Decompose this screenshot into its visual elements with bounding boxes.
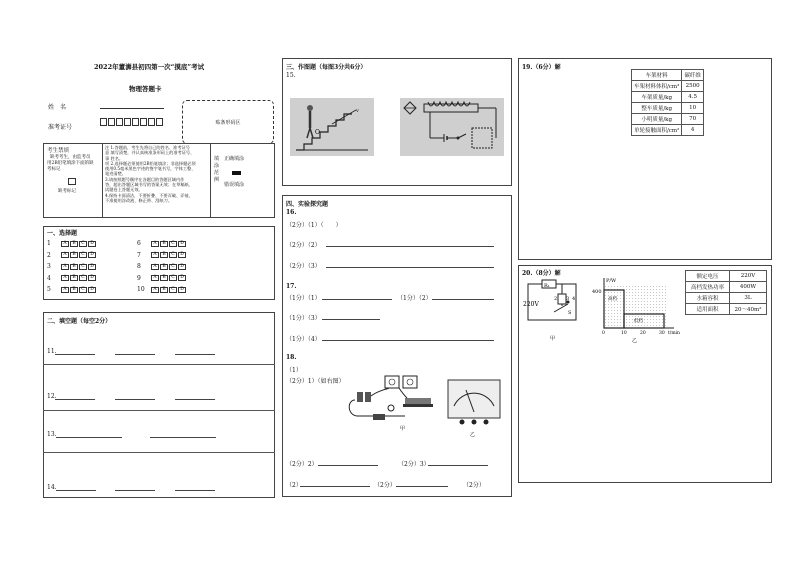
q13-blank-2[interactable] xyxy=(150,432,216,438)
choice-number: 10 xyxy=(137,286,145,294)
choice-number: 1 xyxy=(47,240,51,248)
rule-line: 3.请按照题号顺序在各题目的答题区域内作 xyxy=(105,176,185,182)
choice-number: 4 xyxy=(47,274,51,282)
q20-title: 20.（8分）解 xyxy=(522,270,561,277)
choice-number: 6 xyxy=(137,240,141,248)
choice-bubble[interactable]: C xyxy=(79,275,87,281)
drawing-title: 三、作图题（每图3分共6分） xyxy=(286,64,367,71)
q20-graph-ylabel: P/W xyxy=(606,278,617,284)
rule-line: 事 姓名。 xyxy=(105,155,124,161)
q18-meter-figure[interactable] xyxy=(446,376,502,438)
choice-bubble[interactable]: C xyxy=(79,264,87,270)
choice-number: 3 xyxy=(47,263,51,271)
choice-bubble[interactable]: C xyxy=(79,252,87,258)
q18-number: 18. xyxy=(286,354,297,361)
choice-bubble[interactable]: D xyxy=(88,287,96,293)
q17-line-1: （1分）（1） xyxy=(286,295,321,302)
q18-line-4b: （2分） xyxy=(374,482,396,489)
q18-line-3b: （2分）3） xyxy=(398,461,430,468)
choice-row xyxy=(47,250,96,262)
q20-graph-xlabel: t/min xyxy=(668,331,680,336)
q20-graph-high-label: 高档 xyxy=(608,297,617,302)
q20-fig-b-label: 乙 xyxy=(632,338,638,344)
choice-number: 8 xyxy=(137,263,141,271)
choice-bubble[interactable]: B xyxy=(70,264,78,270)
choice-bubble[interactable]: D xyxy=(178,287,186,293)
q12-blank-3[interactable] xyxy=(175,394,215,400)
spec-label: 额定电压 xyxy=(686,271,730,282)
spec-label: 车架质量/kg xyxy=(632,92,682,103)
q15-number: 15. xyxy=(286,72,296,79)
choice-row xyxy=(47,284,96,296)
q18-line-4a: （2） xyxy=(286,482,302,489)
choice-bubble[interactable]: C xyxy=(79,287,87,293)
barcode-label: 贴条形码区 xyxy=(215,119,241,126)
rule-line: 注 1.答题前，考生先将自己的姓名、准考证号 xyxy=(105,145,190,150)
spec-row xyxy=(686,271,767,282)
q16-line-1: （2分）（1）（ ） xyxy=(286,222,342,229)
q20-graph-x-tick: 0 xyxy=(602,331,605,336)
q17-line-3: （1分）（3） xyxy=(286,315,321,322)
q20-fig-a-label: 甲 xyxy=(550,336,556,342)
q16-number: 16. xyxy=(286,209,297,216)
absent-mark-box[interactable] xyxy=(68,178,76,185)
q19-spec-table xyxy=(631,69,704,136)
q20-graph-low-label: 低档 xyxy=(634,319,643,324)
choice-bubble[interactable]: A xyxy=(151,287,159,293)
spec-row xyxy=(686,304,767,315)
choice-bubble[interactable]: D xyxy=(88,252,96,258)
choice-bubble[interactable]: C xyxy=(169,264,177,270)
spec-row xyxy=(686,282,767,293)
choice-bubble[interactable]: D xyxy=(88,264,96,270)
choice-row xyxy=(137,250,186,262)
choice-bubble[interactable]: B xyxy=(160,275,168,281)
spec-value: 70 xyxy=(682,114,704,125)
q11-number: 11. xyxy=(47,348,57,355)
q14-blank-3[interactable] xyxy=(175,485,215,491)
choice-number: 9 xyxy=(137,274,141,282)
exam-title: 2022年董浉县初四第一次“摸底”考试 xyxy=(94,63,205,71)
absent-mark-label: 缺考标记 xyxy=(58,189,76,194)
name-label: 姓 名 xyxy=(48,104,67,111)
q18-blank-3[interactable] xyxy=(428,460,488,466)
rule-line: 使用0.5毫米黑色字迹的签字笔书写，字体工整、 xyxy=(105,166,196,172)
spec-value: 20～40m² xyxy=(730,304,767,315)
svg-text:2: 2 xyxy=(554,296,558,302)
notice-title: 考生禁填 xyxy=(47,148,70,154)
choice-bubble[interactable]: B xyxy=(70,287,78,293)
q20-graph-x-tick: 10 xyxy=(621,331,627,336)
q14-number: 14. xyxy=(47,484,57,491)
spec-row xyxy=(632,103,704,114)
choice-title: 一、选择题 xyxy=(47,230,78,237)
spec-value: 3L xyxy=(730,293,767,304)
fill-example-label: 填涂范例 xyxy=(214,156,220,183)
spec-row xyxy=(632,125,704,136)
q15-figure[interactable] xyxy=(290,98,374,156)
choice-bubble[interactable]: C xyxy=(169,252,177,258)
choice-number: 7 xyxy=(137,251,141,259)
card-title: 物理答题卡 xyxy=(129,85,162,93)
experiment-title: 四、实验探究题 xyxy=(286,201,329,208)
q14-blank-2[interactable] xyxy=(115,485,155,491)
spec-row xyxy=(632,81,704,92)
q17-blank-3[interactable] xyxy=(322,314,380,320)
spec-row xyxy=(686,293,767,304)
choice-bubble[interactable]: A xyxy=(61,275,69,281)
q18-fig-b-label: 乙 xyxy=(470,432,476,438)
name-field[interactable] xyxy=(100,108,164,109)
id-boxes[interactable] xyxy=(100,118,164,128)
q16-blank-3[interactable] xyxy=(326,262,494,268)
spec-row xyxy=(632,92,704,103)
q19-title: 19.（6分）解 xyxy=(522,64,561,71)
rule-line: 不准使用涂改液、修正带、刮纸刀。 xyxy=(105,197,173,203)
fill-correct-sample xyxy=(232,171,241,175)
choice-row xyxy=(137,284,186,296)
choice-bubble[interactable]: B xyxy=(160,241,168,247)
q20-graph-x-tick: 30 xyxy=(659,331,665,336)
q13-blank-1[interactable] xyxy=(56,432,122,438)
fill-wrong-label: 错误填涂 xyxy=(224,182,245,188)
spec-label: 单轮接触面积/cm² xyxy=(632,125,682,136)
notice-line-3: 考标记 xyxy=(47,167,61,172)
choice-row xyxy=(137,238,186,250)
choice-bubble[interactable]: D xyxy=(88,275,96,281)
choice-row xyxy=(137,273,186,285)
q17-line-4: （1分）（4） xyxy=(286,336,321,343)
rule-line: 笔迹清楚。 xyxy=(105,171,126,177)
q16-blank-2[interactable] xyxy=(326,241,494,247)
choice-row xyxy=(137,261,186,273)
barcode-area[interactable] xyxy=(182,100,274,144)
q12-blank-2[interactable] xyxy=(115,394,155,400)
choice-bubble[interactable]: B xyxy=(160,264,168,270)
q13-number: 13. xyxy=(47,431,57,438)
q18-blank-2[interactable] xyxy=(318,460,378,466)
choice-bubble[interactable]: A xyxy=(151,275,159,281)
spec-value: 400W xyxy=(730,282,767,293)
choice-bubble[interactable]: A xyxy=(61,241,69,247)
choice-bubble[interactable]: A xyxy=(151,241,159,247)
choice-bubble[interactable]: A xyxy=(61,287,69,293)
q17-blank-1[interactable] xyxy=(322,294,392,300)
spec-label: 适用面积 xyxy=(686,304,730,315)
choice-bubble[interactable]: D xyxy=(88,241,96,247)
svg-text:S: S xyxy=(568,310,572,316)
svg-text:v: v xyxy=(356,108,359,114)
choice-bubble[interactable]: B xyxy=(70,275,78,281)
choice-row xyxy=(47,273,96,285)
choice-bubble[interactable]: A xyxy=(61,264,69,270)
choice-bubble[interactable]: A xyxy=(151,264,159,270)
spec-label: 车架材料体积/cm³ xyxy=(632,81,682,92)
q12-number: 12. xyxy=(47,393,57,400)
spec-value: 4.5 xyxy=(682,92,704,103)
q18-blank-4[interactable] xyxy=(300,481,370,487)
choice-bubble[interactable]: B xyxy=(160,287,168,293)
notice-line-1: 缺考考生，由监考员 xyxy=(50,155,91,160)
q20-circuit-figure[interactable] xyxy=(522,276,590,342)
svg-text:R₁: R₁ xyxy=(544,283,550,289)
spec-label: 水箱容积 xyxy=(686,293,730,304)
svg-text:3: 3 xyxy=(566,296,570,302)
q18-line-3a: （2分）2） xyxy=(286,461,318,468)
choice-bubble[interactable]: B xyxy=(70,252,78,258)
spec-value: 220V xyxy=(730,271,767,282)
spec-label: 整车质量/kg xyxy=(632,103,682,114)
q17-line-2: （1分）（2） xyxy=(397,295,432,302)
spec-value: 2500 xyxy=(682,81,704,92)
spec-label: 车架材料 xyxy=(632,70,682,81)
choice-row xyxy=(47,261,96,273)
q18-line-1: （1） xyxy=(286,367,302,374)
choice-bubble[interactable]: C xyxy=(79,241,87,247)
choice-bubble[interactable]: D xyxy=(178,275,186,281)
q18-line-2: （2分）1）（如右图） xyxy=(286,378,345,385)
fill-section xyxy=(43,312,275,498)
q14-blank-1[interactable] xyxy=(56,485,96,491)
choice-bubble[interactable]: C xyxy=(169,287,177,293)
q11-blank-1[interactable] xyxy=(55,349,95,355)
q17-blank-4[interactable] xyxy=(322,335,494,341)
choice-bubble[interactable]: B xyxy=(160,252,168,258)
q20-graph-x-tick: 20 xyxy=(640,331,646,336)
q18-line-4c: （2分） xyxy=(463,482,485,489)
choice-bubble[interactable]: D xyxy=(178,241,186,247)
rule-line: 答，超出答题区域书写的答案无效；在草稿纸、 xyxy=(105,182,193,188)
fill-correct-label: 正确填涂 xyxy=(224,156,245,162)
spec-row xyxy=(632,70,704,81)
choice-bubble[interactable]: C xyxy=(169,241,177,247)
id-label: 准考证号 xyxy=(48,124,73,131)
choice-bubble[interactable]: D xyxy=(178,264,186,270)
svg-text:4: 4 xyxy=(572,296,576,302)
fill-title: 二、填空题（每空2分） xyxy=(47,318,112,325)
q20-power-graph[interactable] xyxy=(592,276,684,344)
choice-row xyxy=(47,238,96,250)
choice-bubble[interactable]: A xyxy=(151,252,159,258)
choice-bubble[interactable]: D xyxy=(178,252,186,258)
spec-value: 4 xyxy=(682,125,704,136)
rule-line: 意 填写清楚，并认真核准条形码上的准考证号、 xyxy=(105,150,195,156)
q11-blank-2[interactable] xyxy=(115,349,155,355)
rule-line: 项 2.选择题必须使用2B铅笔填涂；非选择题必须 xyxy=(105,160,196,166)
spec-row xyxy=(632,114,704,125)
q11-blank-3[interactable] xyxy=(175,349,215,355)
q15-circuit-figure[interactable] xyxy=(400,98,504,156)
choice-left-column xyxy=(47,238,96,296)
notice-line-2: 用2B铅笔填涂下面的缺 xyxy=(47,161,94,166)
choice-number: 2 xyxy=(47,251,51,259)
rule-line: 4.保持卡面清洁，不要折叠、不要弄破、弄皱， xyxy=(105,192,193,198)
spec-value: 碳纤维 xyxy=(682,70,704,81)
spec-label: 高档发热功率 xyxy=(686,282,730,293)
q20-spec-table xyxy=(685,270,767,315)
choice-bubble[interactable]: A xyxy=(61,252,69,258)
choice-bubble[interactable]: B xyxy=(70,241,78,247)
q17-number: 17. xyxy=(286,283,297,290)
spec-value: 10 xyxy=(682,103,704,114)
rule-line: 试题卷上答题无效。 xyxy=(105,187,143,193)
choice-right-column xyxy=(137,238,186,296)
spec-label: 小明质量/kg xyxy=(632,114,682,125)
q12-blank-1[interactable] xyxy=(55,394,95,400)
q20-graph-y-tick: 400 xyxy=(592,289,602,295)
q20-voltage-label: 220V xyxy=(523,301,539,308)
choice-bubble[interactable]: C xyxy=(169,275,177,281)
q16-line-2: （2分）（2） xyxy=(286,242,321,249)
svg-text:O: O xyxy=(315,129,320,136)
q18-blank-5[interactable] xyxy=(396,481,448,487)
q18-fig-a-label: 甲 xyxy=(400,426,406,432)
choice-number: 5 xyxy=(47,286,51,294)
q17-blank-2[interactable] xyxy=(432,294,494,300)
q18-circuit-figure[interactable] xyxy=(345,370,440,432)
q16-line-3: （2分）（3） xyxy=(286,263,321,270)
